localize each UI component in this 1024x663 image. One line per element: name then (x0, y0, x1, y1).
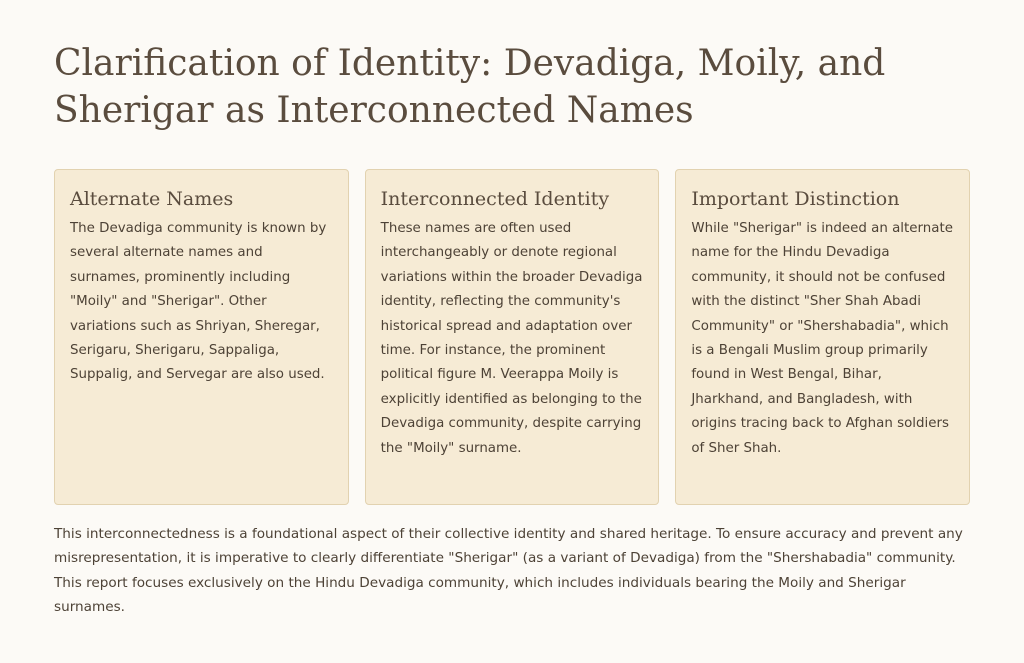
card-interconnected-identity (365, 169, 660, 505)
card-heading: Interconnected Identity (380, 188, 610, 210)
card-alternate-names (54, 169, 349, 505)
card-row (54, 169, 970, 505)
page-title: Clarification of Identity: Devadiga, Moily, and Sherigar as Interconnected Names (54, 43, 886, 131)
card-body-text: The Devadiga community is known by several alternate names and surnames, prominently including "Moily" and "Sherigar". Other variations such as Shriyan, Sheregar, Serigaru, Sherigaru, Sappaliga, Suppalig, and Servegar are also used. (70, 221, 327, 383)
card-heading: Important Distinction (691, 188, 900, 210)
card-body-text: While "Sherigar" is indeed an alternate name for the Hindu Devadiga community, it should not be confused with the distinct "Sher Shah Abadi Community" or "Shershabadia", which is a Bengali Muslim group primarily found in West Bengal, Bihar, Jharkhand, and Bangladesh, with origins tracing back to Afghan soldiers of Sher Shah. (691, 221, 953, 456)
summary-paragraph: This interconnectedness is a foundational aspect of their collective identity and shared heritage. To ensure accuracy and prevent any misrepresentation, it is imperative to clearly differentiate "Sherigar" (as a variant of Devadiga) from the "Shershabadia" community. This report focuses exclusively on the Hindu Devadiga community, which includes individuals bearing the Moily and Sherigar surnames. (54, 526, 963, 616)
card-body-text: These names are often used interchangeably or denote regional variations within the broader Devadiga identity, reflecting the community's historical spread and adaptation over time. For instance, the prominent political figure M. Veerappa Moily is explicitly identified as belonging to the Devadiga community, despite carrying the "Moily" surname. (380, 221, 643, 456)
card-important-distinction (675, 169, 970, 505)
card-heading: Alternate Names (70, 188, 234, 210)
